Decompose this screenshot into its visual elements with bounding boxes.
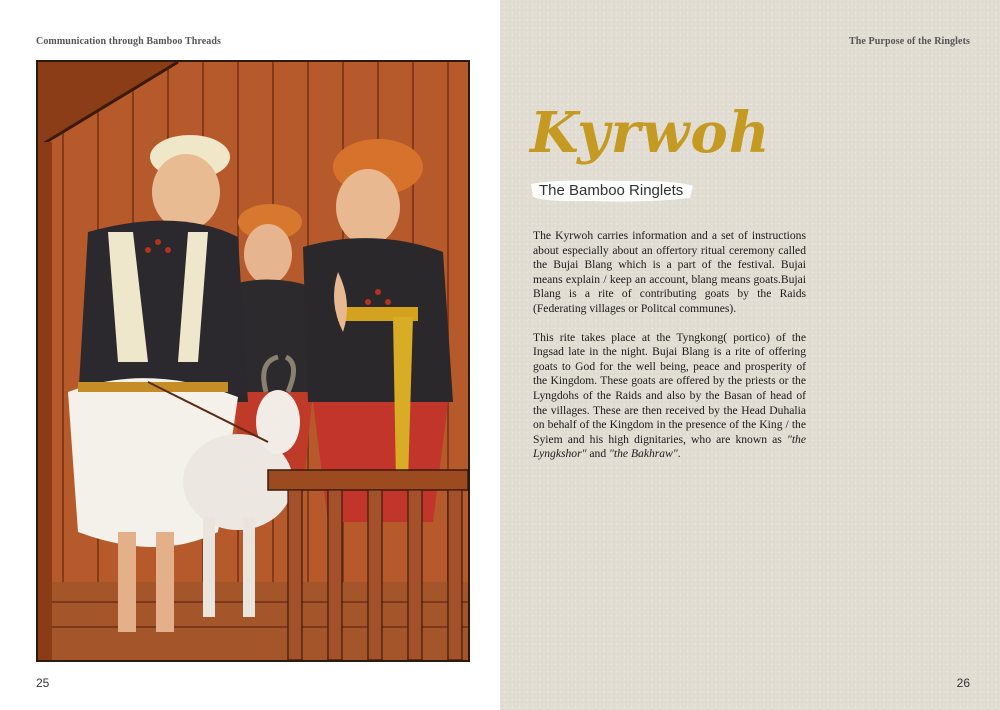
paragraph-2	[533, 331, 806, 462]
page-title: Kyrwoh	[530, 100, 771, 166]
right-page-number: 26	[956, 676, 970, 690]
paragraph-2-and: and	[586, 447, 610, 461]
paragraph-1: The Kyrwoh carries information and a set of instructions about especially about an offertory ritual ceremony called the Bujai Blang which is a part of the festival. Bujai means explain / keep an account, blang means goats.Bujai Blang is a rite of contributing goats by the Raids (Federating villages or Politcal communes).	[533, 229, 806, 315]
term-lyngkshor: "the Lyngkshor"	[533, 432, 806, 461]
paragraph-2-end: .	[677, 447, 681, 461]
ritual-illustration	[36, 60, 470, 662]
left-page-number: 25	[36, 676, 50, 690]
illustration-drawing	[38, 62, 468, 660]
paragraph-2-main: This rite takes place at the Tyngkong( portico) of the Ingsad late in the night. Bujai Blang is a rite of offering goats to God for the well being, peace and prosperity of the Kingdom. These goats are offered by the priests or the Lyngdohs of the Raids and also by the Basan of head of the villages. These are then received by the Head Duhalia on behalf of the Kingdom in the presence of the King / the Syiem and his high dignitaries, who are known as	[533, 330, 806, 446]
subtitle-banner	[527, 178, 697, 204]
body-text	[533, 229, 806, 476]
term-bakhraw: "the Bakhraw"	[609, 447, 678, 461]
left-running-head: Communication through Bamboo Threads	[36, 36, 222, 47]
subtitle: The Bamboo Ringlets	[539, 182, 684, 199]
right-running-head: The Purpose of the Ringlets	[848, 36, 970, 47]
